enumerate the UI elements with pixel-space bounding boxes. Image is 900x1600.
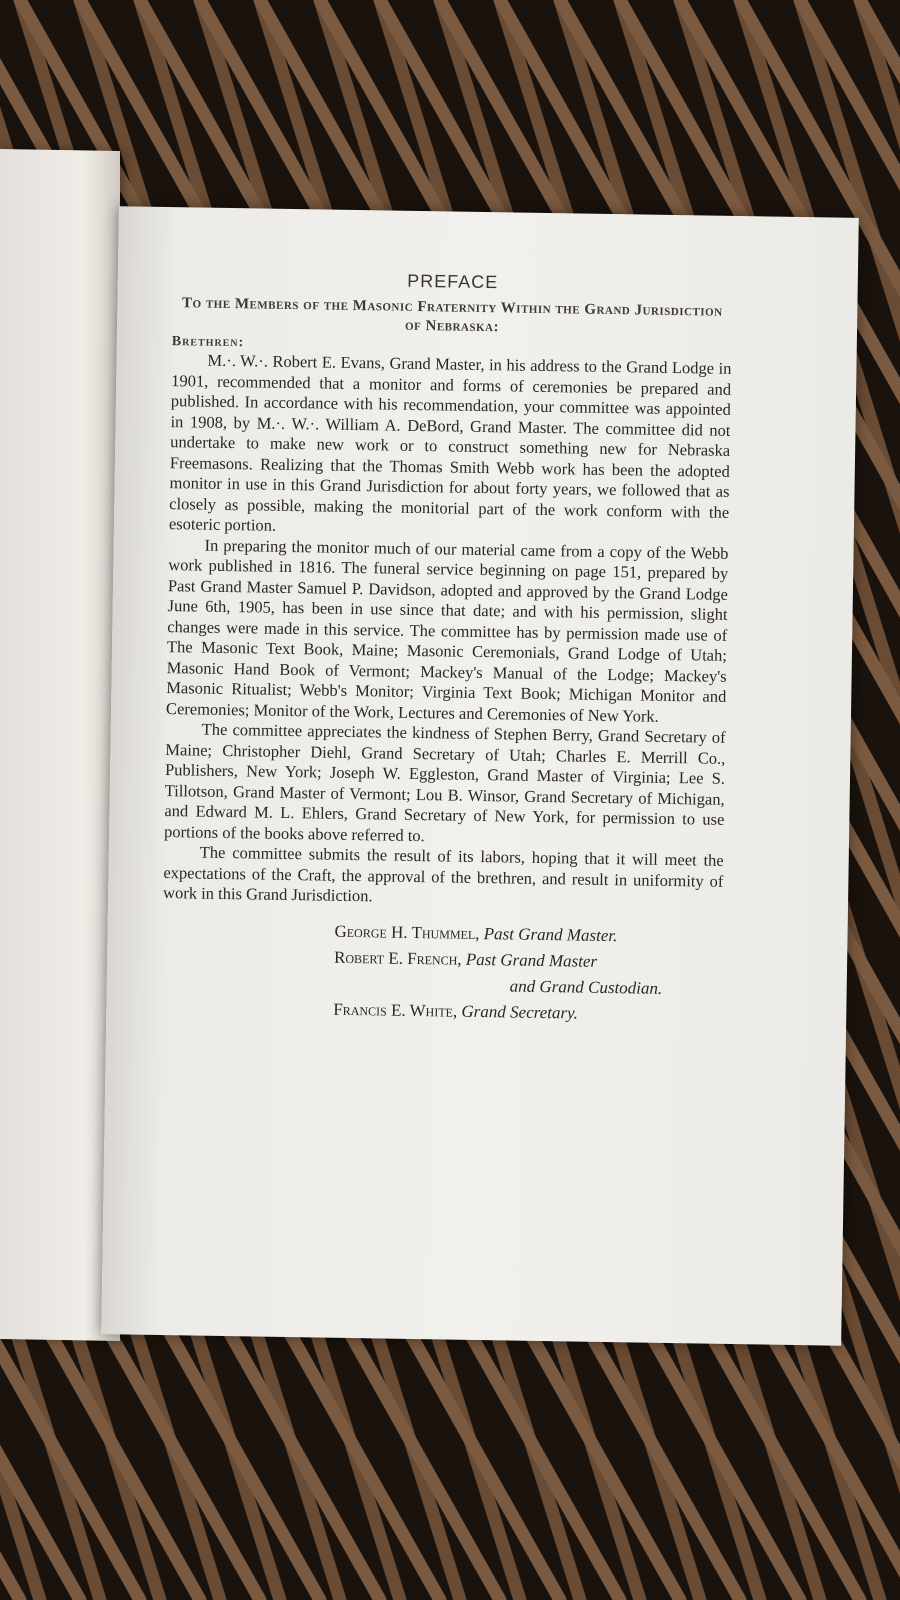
salutation: Brethren: — [171, 334, 245, 351]
paragraph-2: In preparing the monitor much of our material came from a copy of the Webb work published in 1816. The funeral service beginning on page 151, prepared by Past Grand Master Samuel P. Davidson, adopted and approved by the Grand Lodge June 6th, 1905, has been in use since that date; and with his permission, slight changes were made in this service. The committee has by permission made use of The Masonic Text Book, Maine; Masonic Ceremonials, Grand Lodge of Utah; Masonic Hand Book of Vermont; Mackey's Manual of the Lodge; Mackey's Masonic Ritualist; Webb's Monitor; Virginia Text Book; Michigan Monitor and Ceremonies; Monitor of the Work, Lectures and Ceremonies of New York. — [165, 535, 729, 726]
signatory-title: Past Grand Master. — [483, 923, 618, 945]
signatory-title: Grand Secretary. — [461, 1001, 579, 1023]
signatory-title-continued: and Grand Custodian. — [509, 975, 663, 998]
page-text — [161, 267, 733, 1028]
paragraph-3: The committee appreciates the kindness of Stephen Berry, Grand Secretary of Maine; Christopher Diehl, Grand Secretary of Utah; Charles E. Merrill Co., Publishers, New York; Joseph W. Eggleston, Grand Master of Virginia; Lee S. Tillotson, Grand Master of Vermont; Lou B. Winsor, Grand Secretary of Michigan, and Edward M. L. Ehlers, Grand Secretary of New York, for permission to use portions of the books above referred to. — [163, 719, 726, 845]
signatory-title: Past Grand Master — [465, 949, 598, 971]
signatory-name: Robert E. French, — [333, 947, 462, 969]
signatory-3 — [333, 996, 721, 1028]
signatory-name: Francis E. White, — [333, 999, 458, 1021]
paragraph-1: M.·. W.·. Robert E. Evans, Grand Master, in his address to the Grand Lodge in 1901, recommended that a monitor and forms of ceremonies be prepared and published. In accordance with his recommendation, your committee was appointed in 1908, by M.·. W.·. William A. DeBord, Grand Master. The committee did not undertake to make new work or to construct something new for Nebraska Freemasons. Realizing that the Thomas Smith Webb work has been the adopted monitor in use in this Grand Jurisdiction for about forty years, we followed that as closely as possible, making the monitorial part of the work conform with the esoteric portion. — [168, 350, 732, 535]
book-page — [101, 206, 859, 1345]
signatory-name: George H. Thummel, — [334, 921, 480, 943]
paragraph-4: The committee submits the result of its labors, hoping that it will meet the expectations of the Craft, the approval of the brethren, and result in uniformity of work in this Grand Jurisdiction. — [162, 842, 724, 906]
address-line: To the Members of the Masonic Fraternity Within the Grand Jurisdiction of Nebraska: — [181, 295, 723, 336]
page-heading: PREFACE — [407, 270, 499, 293]
signature-block — [333, 918, 723, 1028]
facing-page-edge — [0, 149, 120, 1341]
